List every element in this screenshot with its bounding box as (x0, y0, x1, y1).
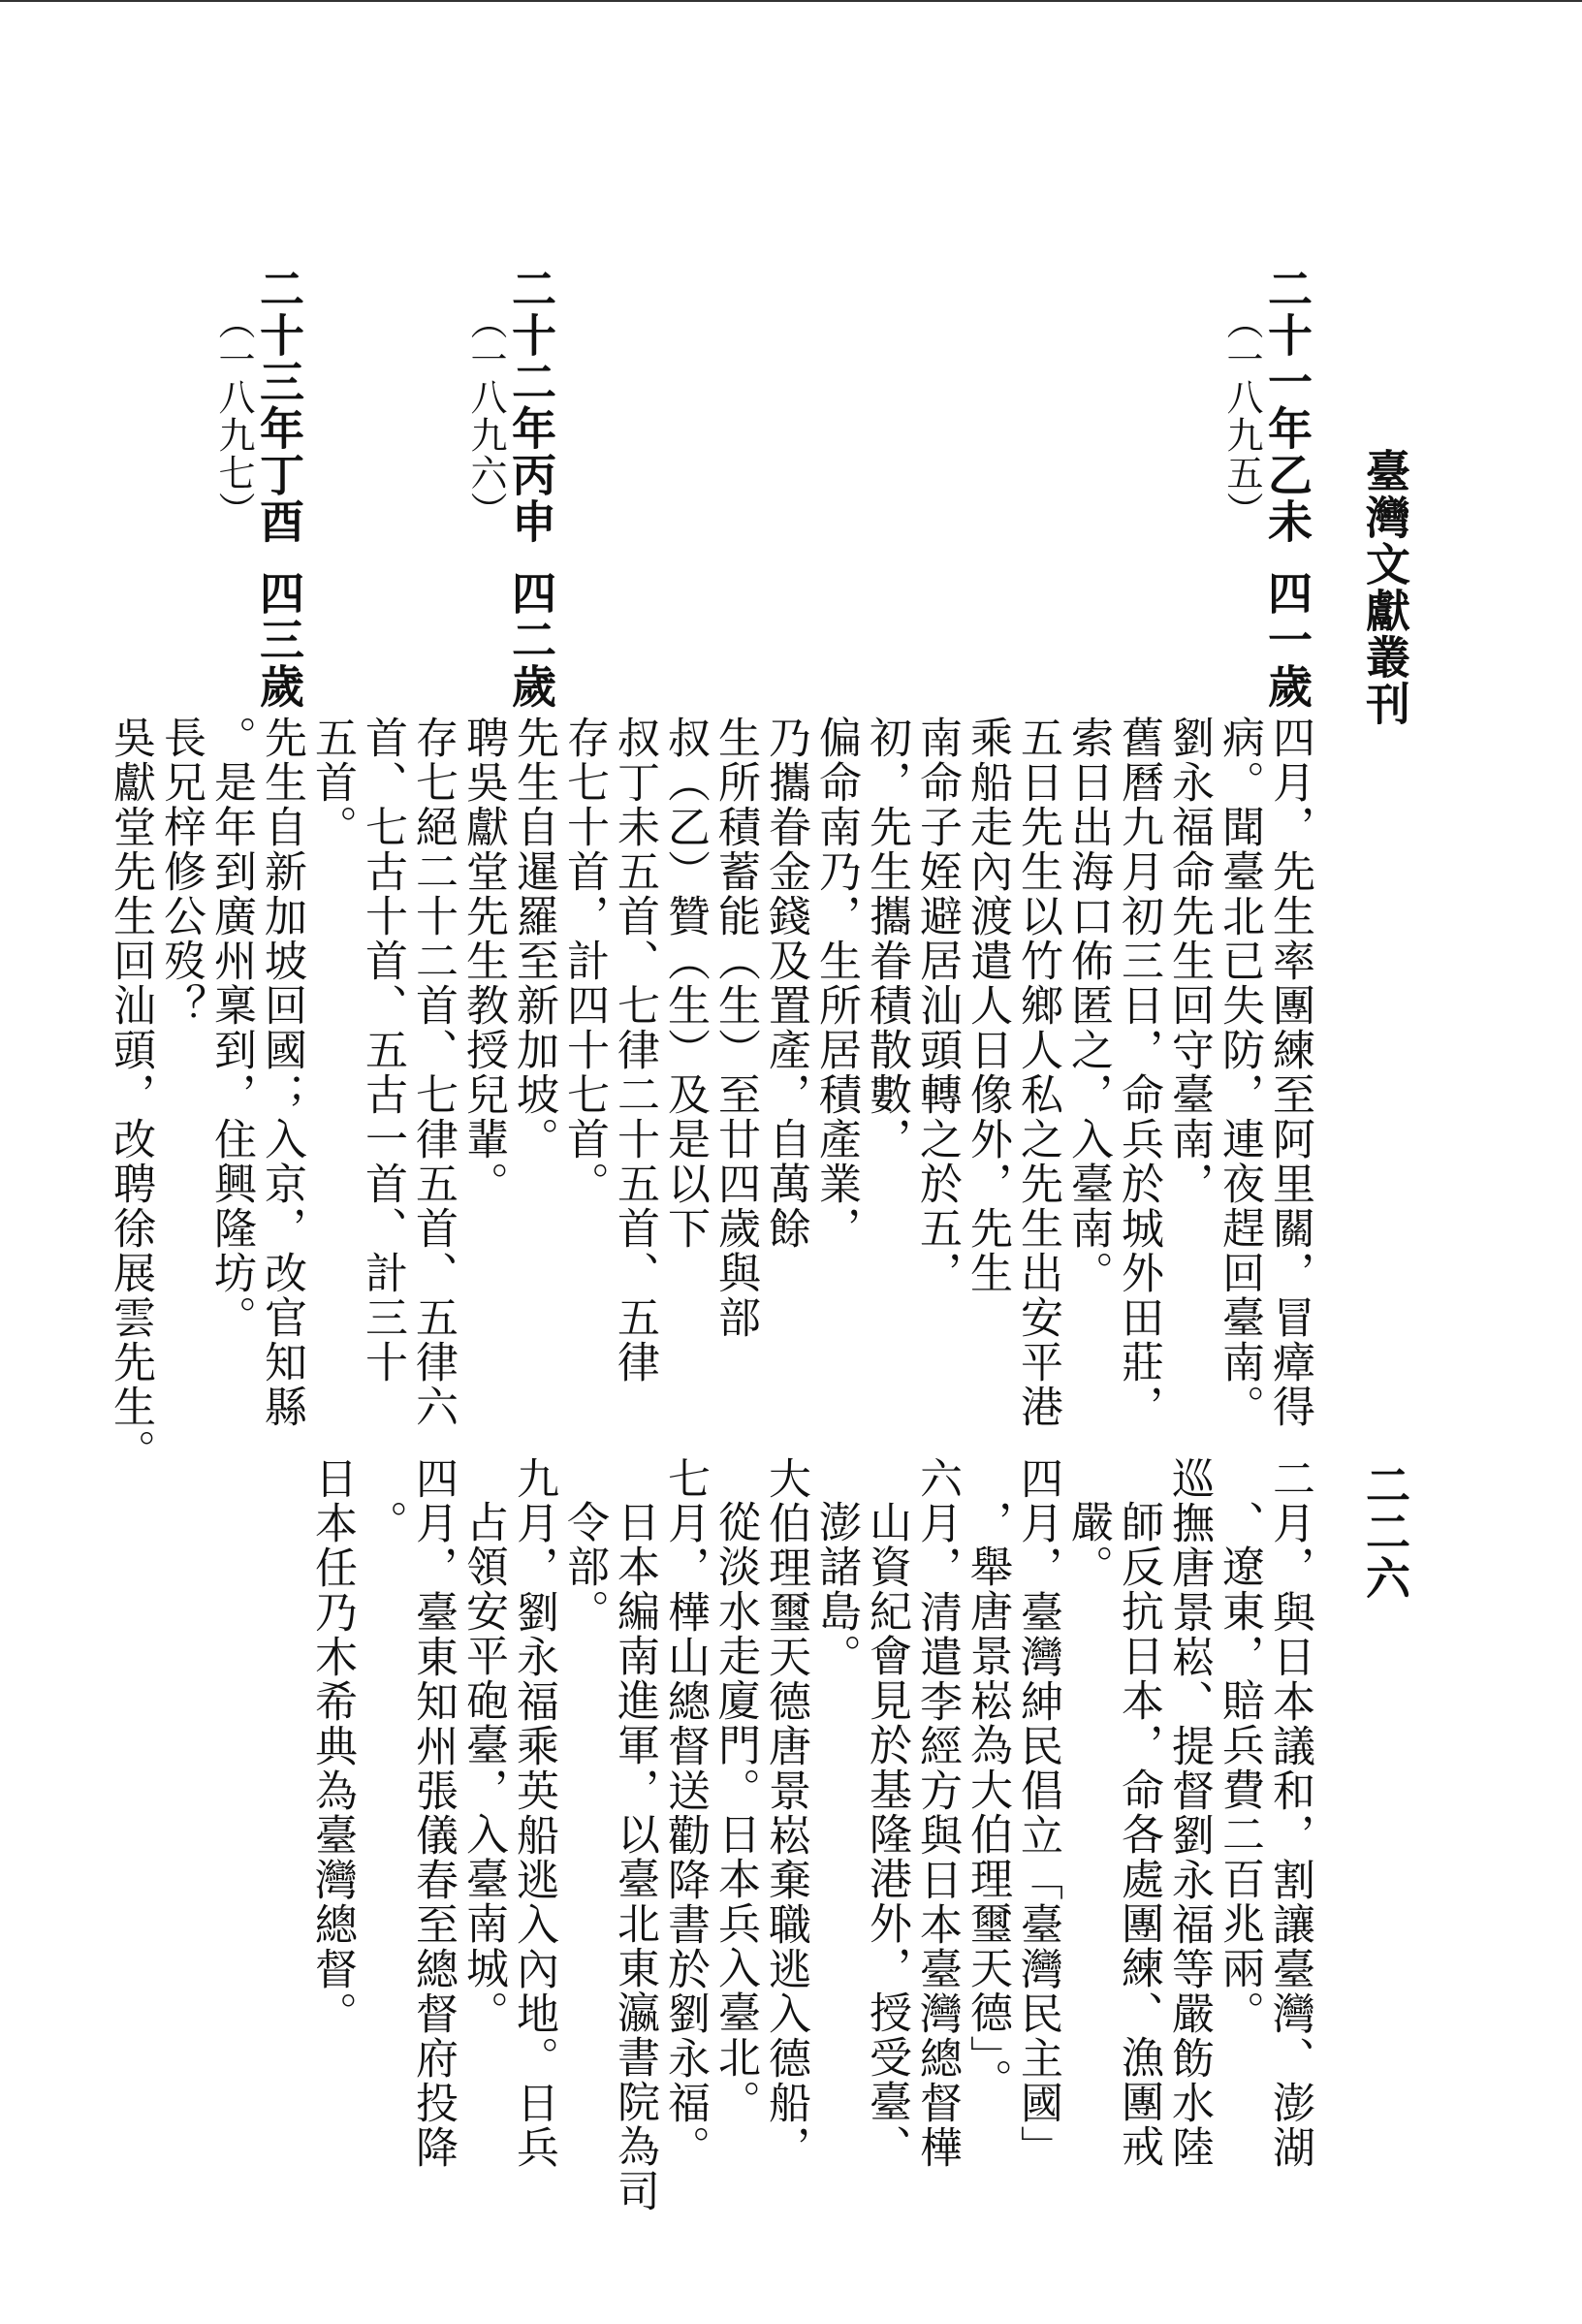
entry-year-ad: （一八九七） (212, 302, 255, 529)
entry-text-line: 四月，先生率團練至阿里關，冒瘴得 (1265, 716, 1314, 1429)
event-text-line: 二月，與日本議和，割讓臺灣、澎湖 (1265, 1456, 1314, 2170)
entry-year-ad: （一八九五） (1220, 302, 1263, 529)
event-text-line: 。 (358, 1500, 407, 1544)
entry-text-line: 長兄梓修公歿？ (156, 716, 206, 1028)
entry-text-line: 首、七古十首、五古一首、計三十 (358, 716, 407, 1385)
entry-text-line: 南命子姪避居汕頭轉之於五， (912, 716, 962, 1295)
entry-text-line: 。是年到廣州稟到，住興隆坊。 (206, 716, 256, 1340)
entry-year: 二十三年丁酉 (253, 266, 305, 545)
event-text-line: 巡撫唐景崧、提督劉永福等嚴飭水陸 (1164, 1456, 1214, 2170)
entry-text-line: 聘吳獻堂先生教授兒輩。 (459, 716, 508, 1206)
event-text-line: 澎諸島。 (811, 1500, 861, 1678)
entry-year-ad: （一八九六） (464, 302, 507, 529)
event-text-line: 師反抗日本，命各處團練、漁團戒 (1114, 1500, 1163, 2169)
entry-text-line: 劉永福命先生回守臺南， (1164, 716, 1214, 1206)
entry-text-line: 索日出海口佈匿之，入臺南。 (1063, 716, 1113, 1295)
entry-year: 二十二年丙申 (505, 266, 557, 545)
event-text-line: 四月，臺東知州張儀春至總督府投降 (408, 1456, 458, 2170)
event-text-line: 、遼東，賠兵費二百兆兩。 (1215, 1500, 1264, 2035)
event-text-line: 嚴。 (1063, 1500, 1113, 1589)
entry-age: 四三歲 (253, 570, 305, 710)
event-text-line: 六月，清遣李經方與日本臺灣總督樺 (912, 1456, 962, 2170)
entry-age: 四二歲 (505, 570, 557, 710)
entry-text-line: 病。聞臺北已失防，連夜趕回臺南。 (1215, 716, 1264, 1429)
event-text-line: 占領安平砲臺，入臺南城。 (459, 1500, 508, 2035)
entry-text-line: 叔（乙）贊（生）及是以下 (660, 716, 710, 1251)
event-text-line: 九月，劉永福乘英船逃入內地。日兵 (509, 1456, 558, 2170)
entry-text-line: 先生自暹羅至新加坡。 (509, 716, 558, 1162)
top-rule (0, 0, 1582, 2)
entry-text-line: 叔丁未五首、七律二十五首、五律 (610, 716, 659, 1385)
entry-text-line: 存七十首，計四十七首。 (559, 716, 609, 1206)
series-title: 臺灣文獻叢刊 (1359, 448, 1411, 727)
event-text-line: 山資紀會見於基隆港外，授受臺、 (862, 1500, 911, 2169)
page-number: 二二六 (1359, 1462, 1411, 1602)
entry-age: 四一歲 (1261, 570, 1313, 710)
entry-text-line: 吳獻堂先生回汕頭，改聘徐展雲先生。 (106, 716, 155, 1474)
entry-text-line: 初，先生攜眷積散數， (862, 716, 911, 1162)
entry-text-line: 五首。 (307, 716, 357, 849)
event-text-line: 從淡水走廈門。日本兵入臺北。 (711, 1500, 760, 2124)
event-text-line: ，舉唐景崧為大伯理璽天德」。 (963, 1500, 1012, 2103)
entry-text-line: 乘船走內渡遣人日像外，先生 (963, 716, 1012, 1295)
event-text-line: 七月，樺山總督送勸降書於劉永福。 (660, 1456, 710, 2170)
event-text-line: 大伯理璽天德唐景崧棄職逃入德船， (761, 1456, 810, 2170)
entry-text-line: 生所積蓄能（生）至廿四歲與部 (711, 716, 760, 1340)
entry-text-line: 舊曆九月初三日，命兵於城外田莊， (1114, 716, 1163, 1429)
event-text-line: 四月，臺灣紳民倡立「臺灣民主國」 (1013, 1456, 1062, 2170)
entry-year: 二十一年乙未 (1261, 266, 1313, 545)
event-text-line: 日本任乃木希典為臺灣總督。 (307, 1456, 357, 2036)
event-text-line: 令部。 (559, 1500, 609, 1634)
entry-text-line: 乃攜眷金錢及置產，自萬餘 (761, 716, 810, 1251)
event-text-line: 日本編南進軍，以臺北東瀛書院為司 (610, 1500, 659, 2213)
entry-text-line: 存七絕二十二首、七律五首、五律六 (408, 716, 458, 1429)
entry-text-line: 先生自新加坡回國；入京，改官知縣 (257, 716, 306, 1429)
entry-text-line: 五日先生以竹鄉人私之先生出安平港 (1013, 716, 1062, 1429)
entry-text-line: 偏命南乃，生所居積產業， (811, 716, 861, 1251)
